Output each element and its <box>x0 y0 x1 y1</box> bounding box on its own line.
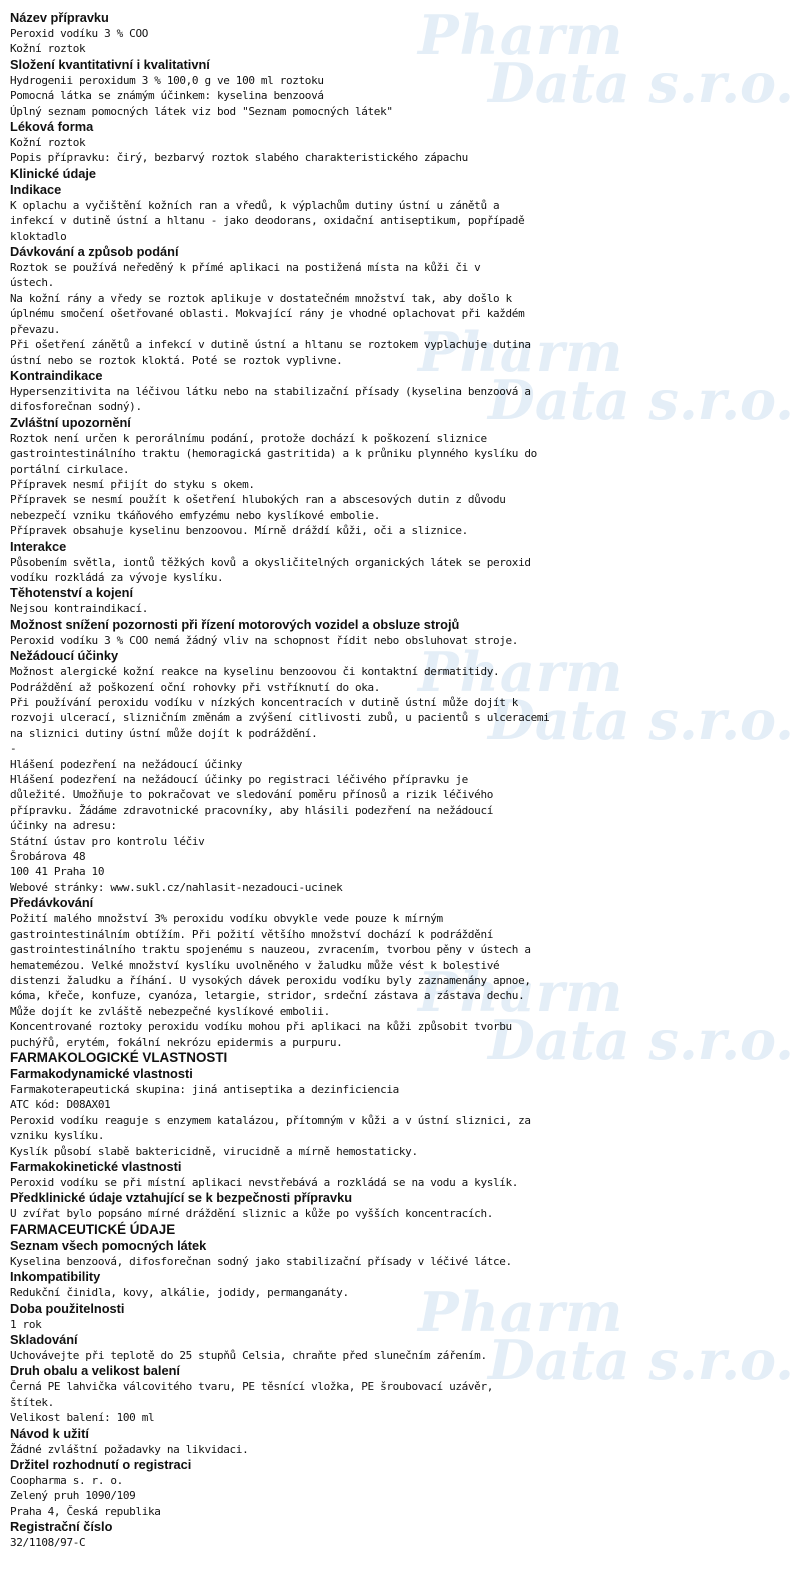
section <box>10 1050 592 1066</box>
section <box>10 1222 592 1238</box>
section-heading: FARMAKOLOGICKÉ VLASTNOSTI <box>10 1049 228 1065</box>
section <box>10 368 592 415</box>
section-heading: Klinické údaje <box>10 165 97 181</box>
section-text-line: K oplachu a vyčištění kožních ran a vředů, k výplachům dutiny ústní u zánětů a <box>10 198 500 212</box>
section-text-line: Státní ústav pro kontrolu léčiv <box>10 834 205 848</box>
section-text-line: na sliznici dutiny ústní může dojít k podráždění. <box>10 726 318 740</box>
section-text-line: Coopharma s. r. o. <box>10 1474 123 1488</box>
section-heading: Léková forma <box>10 119 94 135</box>
section-heading: Indikace <box>10 181 62 197</box>
section-heading: Skladování <box>10 1332 78 1347</box>
section-text-line: Koncentrované roztoky peroxidu vodíku mohou při aplikaci na kůži způsobit tvorbu <box>10 1020 512 1034</box>
section-heading: Farmakodynamické vlastnosti <box>10 1065 193 1081</box>
section-text-line: Peroxid vodíku se při místní aplikaci nevstřebává a rozkládá se na vodu a kyslík. <box>10 1175 519 1189</box>
section <box>10 182 592 244</box>
section-text-line: nebezpečí vzniku tkáňového emfyzému nebo kyslíkové embolie. <box>10 508 381 522</box>
section <box>10 1301 592 1332</box>
section-text-line: Žádné zvláštní požadavky na likvidaci. <box>10 1442 249 1456</box>
section <box>10 1190 592 1221</box>
section-text-line: Při používání peroxidu vodíku v nízkých koncentracích v dutině ústní může dojít k <box>10 696 519 709</box>
watermark-text-data: Data s.r.o. <box>488 688 794 752</box>
section-text-line: Popis přípravku: čirý, bezbarvý roztok slabého charakteristického zápachu <box>10 151 468 165</box>
section-text-line: vzniku kyslíku. <box>10 1129 105 1143</box>
section-text-line: ATC kód: D08AX01 <box>10 1098 111 1112</box>
section <box>10 1457 592 1519</box>
section <box>10 1269 592 1300</box>
section-heading: Doba použitelnosti <box>10 1300 125 1316</box>
watermark-text-data: Data s.r.o. <box>488 1328 794 1392</box>
section-text-line: puchýřů, erytém, fokální nekrózu epidermis a purpuru. <box>10 1035 343 1049</box>
section-text-line: distenzi žaludku a říhání. U vysokých dávek peroxidu vodíku byly zaznamenány apnoe, <box>10 973 531 987</box>
section-text-line: Působením světla, iontů těžkých kovů a okysličitelných organických látek se peroxid <box>10 555 531 569</box>
section-text-line: Hlášení podezření na nežádoucí účinky <box>10 757 243 771</box>
section-text-line: Kyselina benzoová, difosforečnan sodný jako stabilizační přísady v léčivé látce. <box>10 1254 512 1268</box>
section-heading: Druh obalu a velikost balení <box>10 1363 180 1379</box>
section-text-line: Přípravek obsahuje kyselinu benzoovou. Mírně dráždí kůži, oči a sliznice. <box>10 524 468 538</box>
section-text-line: 1 rok <box>10 1317 42 1331</box>
section-text-line: důležité. Umožňuje to pokračovat ve sledování poměru přínosů a rizik léčivého <box>10 788 493 802</box>
section-text-line: Redukční činidla, kovy, alkálie, jodidy, permanganáty. <box>10 1286 349 1300</box>
section-text-line: Kožní roztok <box>10 42 86 56</box>
section-text-line: Uchovávejte při teplotě do 25 stupňů Celsia, chraňte před slunečním zářením. <box>10 1349 487 1362</box>
section <box>10 1159 592 1190</box>
section-text-line: kloktadlo <box>10 229 67 243</box>
section <box>10 1519 592 1550</box>
section-heading: Nežádoucí účinky <box>10 648 119 664</box>
section-heading: Registrační číslo <box>10 1519 113 1535</box>
section-heading: Seznam všech pomocných látek <box>10 1237 207 1253</box>
section <box>10 415 592 539</box>
document-body <box>10 10 592 1551</box>
section-text-line: Úplný seznam pomocných látek viz bod "Seznam pomocných látek" <box>10 104 393 118</box>
section-text-line: Šrobárova 48 <box>10 850 86 864</box>
section <box>10 1363 592 1425</box>
section-text-line: infekcí v dutině ústní a hltanu - jako deodorans, oxidační antiseptikum, popřípadě <box>10 214 525 228</box>
section-heading: Interakce <box>10 538 67 554</box>
section-heading: Možnost snížení pozornosti při řízení motorových vozidel a obsluze strojů <box>10 616 460 632</box>
section-text-line: gastrointestinálního traktu spojenému s nauzeou, zvracením, tvorbou pěny v ústech a <box>10 943 531 957</box>
section-text-line: rozvoji ulcerací, slizničním změnám a zvýšení citlivosti zubů, u pacientů s ulceracemi <box>10 711 550 725</box>
section-text-line: Zelený pruh 1090/109 <box>10 1489 136 1503</box>
watermark-text-data: Data s.r.o. <box>488 51 794 115</box>
section-heading: Farmakokinetické vlastnosti <box>10 1158 182 1174</box>
section-heading: Těhotenství a kojení <box>10 585 134 601</box>
section <box>10 648 592 895</box>
watermark-text-data: Data s.r.o. <box>488 368 794 432</box>
section-text-line: Na kožní rány a vředy se roztok aplikuje v dostatečném množství tak, aby došlo k <box>10 291 512 305</box>
section <box>10 1238 592 1269</box>
section-text-line: hematemézou. Velké množství kyslíku uvolněného v žaludku může vést k bolestivé <box>10 958 500 972</box>
section-text-line: Webové stránky: www.sukl.cz/nahlasit-nezadouci-ucinek <box>10 880 343 894</box>
section-text-line: Kožní roztok <box>10 136 86 150</box>
section <box>10 585 592 616</box>
section <box>10 617 592 648</box>
section-text-line: ústech. <box>10 276 54 290</box>
watermark-text-pharm: Pharm <box>418 640 624 704</box>
section <box>10 1332 592 1363</box>
section-text-line: Hypersenzitivita na léčivou látku nebo na stabilizační přísady (kyselina benzoová a <box>10 384 531 398</box>
watermark-text-pharm: Pharm <box>418 960 624 1024</box>
section-text-line: Peroxid vodíku 3 % COO <box>10 27 148 40</box>
section-text-line: portální cirkulace. <box>10 462 130 476</box>
watermark-text-pharm: Pharm <box>418 3 624 67</box>
section-text-line: gastrointestinálním obtížím. Při požití většího množství dochází k podráždění <box>10 927 493 941</box>
section-text-line: difosforečnan sodný). <box>10 400 142 414</box>
section-text-line: Kyslík působí slabě baktericidně, virucidně a mírně hemostaticky. <box>10 1144 418 1158</box>
section <box>10 539 592 586</box>
section-heading: Návod k užití <box>10 1425 89 1441</box>
section-heading: Dávkování a způsob podání <box>10 244 179 260</box>
section-text-line: Pomocná látka se známým účinkem: kyselina benzoová <box>10 89 324 103</box>
section-text-line: Roztok se používá neředěný k přímé aplikaci na postižená místa na kůži či v <box>10 261 481 275</box>
section-text-line: Velikost balení: 100 ml <box>10 1411 155 1425</box>
section-text-line: ústní nebo se roztok kloktá. Poté se roztok vyplivne. <box>10 353 343 367</box>
watermark-text-data: Data s.r.o. <box>488 1008 794 1072</box>
section <box>10 1066 592 1159</box>
section-text-line: Peroxid vodíku reaguje s enzymem katalázou, přítomným v kůži a v ústní sliznici, za <box>10 1113 531 1127</box>
section-text-line: Možnost alergické kožní reakce na kyselinu benzoovou či kontaktní dermatitidy. <box>10 665 500 679</box>
section-text-line: vodíku rozkládá za vývoje kyslíku. <box>10 570 224 584</box>
section-heading: FARMACEUTICKÉ ÚDAJE <box>10 1221 176 1237</box>
section-text-line: Při ošetření zánětů a infekcí v dutině ústní a hltanu se roztokem vyplachuje dutina <box>10 338 531 352</box>
section <box>10 1426 592 1457</box>
section <box>10 57 592 119</box>
section-text-line: přípravku. Žádáme zdravotnické pracovníky, aby hlásili podezření na nežádoucí <box>10 803 493 817</box>
section <box>10 10 592 57</box>
section-heading: Předklinické údaje vztahující se k bezpečnosti přípravku <box>10 1190 353 1206</box>
section-text-line: gastrointestinálního traktu (hemoragická gastritida) a k průniku plynného kyslíku do <box>10 447 537 461</box>
section-text-line: Farmakoterapeutická skupina: jiná antiseptika a dezinficiencia <box>10 1082 399 1096</box>
section-text-line: 32/1108/97-C <box>10 1536 86 1550</box>
section-heading: Zvláštní upozornění <box>10 414 131 430</box>
section-text-line: U zvířat bylo popsáno mírné dráždění sliznic a kůže po vyšších koncentracích. <box>10 1207 493 1221</box>
section-text-line: Požití malého množství 3% peroxidu vodíku obvykle vede pouze k mírným <box>10 912 443 926</box>
section-heading: Kontraindikace <box>10 367 103 383</box>
section-text-line: Hydrogenii peroxidum 3 % 100,0 g ve 100 ml roztoku <box>10 73 324 87</box>
section-text-line: Nejsou kontraindikací. <box>10 602 148 616</box>
section-text-line: 100 41 Praha 10 <box>10 865 105 879</box>
section-text-line: úplnému smočení ošetřované oblasti. Mokvající rány je vhodné oplachovat při každém <box>10 307 525 321</box>
section-text-line: Přípravek se nesmí použít k ošetření hlubokých ran a abscesových dutin z důvodu <box>10 493 506 507</box>
section-text-line: kóma, křeče, konfuze, cyanóza, letargie, stridor, srdeční zástava a zástava dechu. <box>10 989 525 1003</box>
section-text-line: Podráždění až poškození oční rohovky při vstříknutí do oka. <box>10 680 381 694</box>
watermark-text-pharm: Pharm <box>418 320 624 384</box>
watermark-text-pharm: Pharm <box>418 1280 624 1344</box>
section-text-line: převazu. <box>10 322 61 336</box>
section-heading: Předávkování <box>10 895 94 911</box>
section-text-line: Peroxid vodíku 3 % COO nemá žádný vliv na schopnost řídit nebo obsluhovat stroje. <box>10 633 519 647</box>
section <box>10 895 592 1050</box>
section-text-line: Praha 4, Česká republika <box>10 1504 161 1518</box>
section-text-line: Černá PE lahvička válcovitého tvaru, PE těsnící vložka, PE šroubovací uzávěr, <box>10 1380 493 1394</box>
section-text-line: účinky na adresu: <box>10 819 117 833</box>
section-heading: Držitel rozhodnutí o registraci <box>10 1457 192 1473</box>
section-text-line: Přípravek nesmí přijít do styku s okem. <box>10 477 255 491</box>
section-text-line: - <box>10 742 17 756</box>
section-text-line: Hlášení podezření na nežádoucí účinky po registraci léčivého přípravku je <box>10 773 468 787</box>
section-text-line: Roztok není určen k perorálnímu podání, protože dochází k poškození sliznice <box>10 431 487 445</box>
section <box>10 119 592 166</box>
section-text-line: štítek. <box>10 1395 54 1409</box>
section-heading: Složení kvantitativní i kvalitativní <box>10 56 210 72</box>
section-text-line: Může dojít ke zvláště nebezpečné kyslíkové embolii. <box>10 1004 330 1018</box>
section <box>10 244 592 368</box>
section-heading: Název přípravku <box>10 10 109 25</box>
section-heading: Inkompatibility <box>10 1269 101 1285</box>
section <box>10 166 592 182</box>
